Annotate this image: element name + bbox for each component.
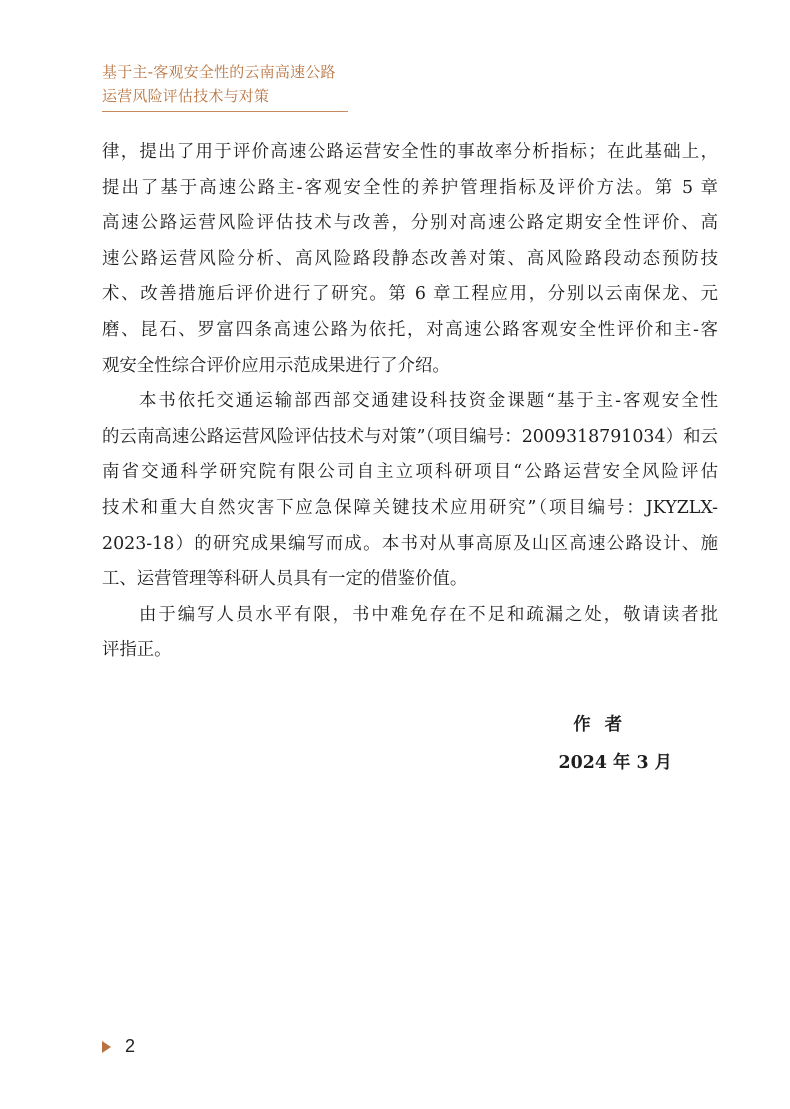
body-line: 南省交通科学研究院有限公司自主立项科研项目“公路运营安全风险评估 [102,462,718,483]
body-text [102,135,718,669]
body-line: 由于编写人员水平有限，书中难免存在不足和疏漏之处，敬请读者批 [139,604,718,625]
header-title-line1: 基于主-客观安全性的云南高速公路 [102,63,336,81]
running-header [102,60,348,112]
signature-block [559,708,672,781]
body-line: 律，提出了用于评价高速公路运营安全性的事故率分析指标；在此基础上， [102,142,718,162]
body-line: 观安全性综合评价应用示范成果进行了介绍。 [102,355,450,376]
body-line: 高速公路运营风险评估技术与改善，分别对高速公路定期安全性评价、高 [102,213,718,234]
body-line: 术、改善措施后评价进行了研究。第 6 章工程应用，分别以云南保龙、元 [102,284,718,305]
body-line: 速公路运营风险分析、高风险路段静态改善对策、高风险路段动态预防技 [102,248,718,269]
body-line: 2023-18）的研究成果编写而成。本书对从事高原及山区高速公路设计、施 [102,533,718,554]
body-line: 本书依托交通运输部西部交通建设科技资金课题“基于主-客观安全性 [139,391,718,412]
body-line: 技术和重大自然灾害下应急保障关键技术应用研究”（项目编号：JKYZLX- [102,497,718,518]
body-line: 的云南高速公路运营风险评估技术与对策”（项目编号：2009318791034）和云 [102,426,718,447]
body-line: 提出了基于高速公路主-客观安全性的养护管理指标及评价方法。第 5 章 [102,177,718,198]
header-title-line2: 运营风险评估技术与对策 [102,87,270,105]
page-number: 2 [125,1036,136,1056]
page-footer [102,1036,135,1057]
body-line: 评指正。 [102,640,172,661]
body-line: 磨、昆石、罗富四条高速公路为依托，对高速公路客观安全性评价和主-客 [102,319,718,340]
body-line: 工、运营管理等科研人员具有一定的借鉴价值。 [102,569,468,590]
triangle-marker-icon [102,1041,111,1053]
signature-date: 2024 年 3 月 [558,752,672,773]
signature-author: 作者 [573,715,636,735]
header-divider [102,111,348,112]
